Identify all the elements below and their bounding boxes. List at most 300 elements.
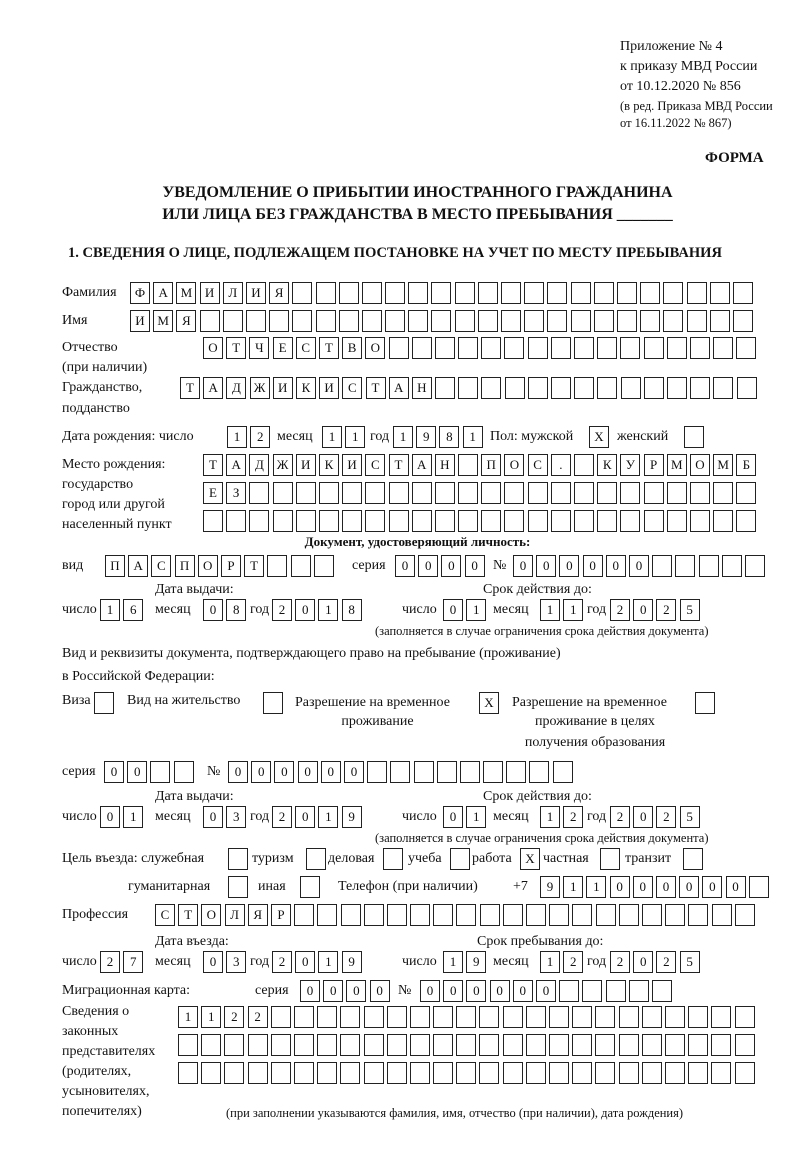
char-cell[interactable]: 0 (395, 555, 415, 577)
char-cell[interactable] (688, 904, 708, 926)
char-cell[interactable] (528, 337, 548, 359)
char-cell[interactable] (364, 1034, 384, 1056)
char-cell[interactable] (574, 482, 594, 504)
char-cell[interactable] (526, 904, 546, 926)
char-cell[interactable]: О (201, 904, 221, 926)
char-cell[interactable] (665, 904, 685, 926)
char-cell[interactable] (504, 337, 524, 359)
char-cell[interactable]: О (203, 337, 223, 359)
entry-year-field[interactable] (272, 951, 365, 972)
char-cell[interactable] (688, 1034, 708, 1056)
char-cell[interactable]: Е (273, 337, 293, 359)
char-cell[interactable]: 2 (610, 951, 630, 973)
char-cell[interactable] (458, 510, 478, 532)
char-cell[interactable]: . (551, 454, 571, 476)
char-cell[interactable] (291, 555, 311, 577)
char-cell[interactable] (711, 1006, 731, 1028)
char-cell[interactable] (528, 510, 548, 532)
char-cell[interactable]: К (319, 454, 339, 476)
char-cell[interactable] (339, 282, 359, 304)
char-cell[interactable] (594, 282, 614, 304)
char-cell[interactable] (271, 1062, 291, 1084)
char-cell[interactable] (246, 310, 266, 332)
char-cell[interactable]: 0 (702, 876, 722, 898)
char-cell[interactable] (296, 510, 316, 532)
char-cell[interactable]: 0 (633, 951, 653, 973)
char-cell[interactable] (249, 510, 269, 532)
char-cell[interactable] (667, 510, 687, 532)
char-cell[interactable] (435, 377, 455, 399)
char-cell[interactable]: 6 (123, 599, 143, 621)
char-cell[interactable] (619, 1034, 639, 1056)
char-cell[interactable] (687, 310, 707, 332)
char-cell[interactable] (389, 482, 409, 504)
char-cell[interactable] (699, 555, 719, 577)
char-cell[interactable]: 2 (224, 1006, 244, 1028)
char-cell[interactable] (595, 1034, 615, 1056)
char-cell[interactable] (273, 510, 293, 532)
char-cell[interactable] (365, 510, 385, 532)
char-cell[interactable] (228, 848, 248, 870)
char-cell[interactable] (314, 555, 334, 577)
char-cell[interactable]: Д (226, 377, 246, 399)
char-cell[interactable] (503, 1062, 523, 1084)
char-cell[interactable] (458, 482, 478, 504)
char-cell[interactable]: Я (269, 282, 289, 304)
char-cell[interactable]: 0 (251, 761, 271, 783)
char-cell[interactable] (574, 337, 594, 359)
char-cell[interactable] (410, 904, 430, 926)
char-cell[interactable] (597, 482, 617, 504)
birthplace-field-1[interactable] (203, 454, 760, 475)
char-cell[interactable] (478, 282, 498, 304)
char-cell[interactable] (294, 1006, 314, 1028)
char-cell[interactable] (271, 1006, 291, 1028)
char-cell[interactable]: 0 (344, 761, 364, 783)
char-cell[interactable]: У (620, 454, 640, 476)
char-cell[interactable] (713, 377, 733, 399)
char-cell[interactable] (479, 1034, 499, 1056)
char-cell[interactable]: Т (180, 377, 200, 399)
char-cell[interactable]: Т (226, 337, 246, 359)
char-cell[interactable]: А (128, 555, 148, 577)
char-cell[interactable] (594, 310, 614, 332)
char-cell[interactable]: И (296, 454, 316, 476)
char-cell[interactable] (433, 1006, 453, 1028)
char-cell[interactable] (178, 1034, 198, 1056)
char-cell[interactable] (501, 282, 521, 304)
doc-valid-month-field[interactable] (540, 599, 586, 620)
char-cell[interactable] (529, 761, 549, 783)
char-cell[interactable] (300, 876, 320, 898)
char-cell[interactable] (478, 310, 498, 332)
char-cell[interactable]: М (713, 454, 733, 476)
char-cell[interactable] (437, 761, 457, 783)
char-cell[interactable] (606, 980, 626, 1002)
char-cell[interactable] (481, 510, 501, 532)
char-cell[interactable]: Ж (250, 377, 270, 399)
char-cell[interactable] (582, 980, 602, 1002)
char-cell[interactable]: И (342, 454, 362, 476)
stay-month-field[interactable] (540, 951, 586, 972)
char-cell[interactable] (503, 904, 523, 926)
reps-field-3[interactable] (178, 1062, 758, 1083)
char-cell[interactable] (317, 904, 337, 926)
char-cell[interactable] (224, 1062, 244, 1084)
char-cell[interactable] (319, 482, 339, 504)
char-cell[interactable]: X (589, 426, 609, 448)
char-cell[interactable] (410, 1062, 430, 1084)
char-cell[interactable] (267, 555, 287, 577)
char-cell[interactable]: И (130, 310, 150, 332)
char-cell[interactable] (433, 1034, 453, 1056)
char-cell[interactable] (690, 337, 710, 359)
char-cell[interactable] (481, 482, 501, 504)
char-cell[interactable] (150, 761, 170, 783)
char-cell[interactable] (433, 1062, 453, 1084)
char-cell[interactable] (340, 1062, 360, 1084)
char-cell[interactable]: 0 (610, 876, 630, 898)
char-cell[interactable] (733, 310, 753, 332)
char-cell[interactable] (642, 1006, 662, 1028)
name-field[interactable] (130, 310, 756, 331)
char-cell[interactable]: А (153, 282, 173, 304)
char-cell[interactable] (665, 1034, 685, 1056)
char-cell[interactable]: 0 (370, 980, 390, 1002)
char-cell[interactable]: Ж (273, 454, 293, 476)
char-cell[interactable]: 0 (127, 761, 147, 783)
char-cell[interactable] (572, 1034, 592, 1056)
char-cell[interactable] (506, 761, 526, 783)
char-cell[interactable] (572, 1062, 592, 1084)
char-cell[interactable] (644, 337, 664, 359)
char-cell[interactable]: Д (249, 454, 269, 476)
char-cell[interactable] (551, 337, 571, 359)
char-cell[interactable] (735, 1034, 755, 1056)
char-cell[interactable] (435, 510, 455, 532)
char-cell[interactable]: 1 (318, 806, 338, 828)
char-cell[interactable]: 0 (606, 555, 626, 577)
char-cell[interactable] (479, 1006, 499, 1028)
char-cell[interactable]: 5 (680, 806, 700, 828)
char-cell[interactable] (629, 980, 649, 1002)
char-cell[interactable]: 8 (226, 599, 246, 621)
char-cell[interactable] (652, 980, 672, 1002)
purpose-official-checkbox[interactable] (228, 848, 251, 869)
char-cell[interactable]: О (198, 555, 218, 577)
char-cell[interactable] (483, 761, 503, 783)
char-cell[interactable] (306, 848, 326, 870)
char-cell[interactable] (644, 482, 664, 504)
char-cell[interactable]: 1 (563, 876, 583, 898)
char-cell[interactable]: 1 (563, 599, 583, 621)
char-cell[interactable] (481, 377, 501, 399)
char-cell[interactable]: 0 (323, 980, 343, 1002)
char-cell[interactable] (385, 282, 405, 304)
char-cell[interactable]: В (342, 337, 362, 359)
char-cell[interactable]: Т (389, 454, 409, 476)
char-cell[interactable] (294, 904, 314, 926)
char-cell[interactable] (316, 282, 336, 304)
char-cell[interactable] (549, 904, 569, 926)
char-cell[interactable] (458, 454, 478, 476)
char-cell[interactable]: 1 (463, 426, 483, 448)
char-cell[interactable]: С (528, 454, 548, 476)
char-cell[interactable]: 3 (226, 951, 246, 973)
char-cell[interactable] (383, 848, 403, 870)
char-cell[interactable]: 1 (443, 951, 463, 973)
char-cell[interactable] (667, 482, 687, 504)
char-cell[interactable] (549, 1006, 569, 1028)
char-cell[interactable] (504, 510, 524, 532)
char-cell[interactable] (362, 282, 382, 304)
char-cell[interactable] (340, 1034, 360, 1056)
char-cell[interactable] (460, 761, 480, 783)
char-cell[interactable]: 0 (420, 980, 440, 1002)
char-cell[interactable] (547, 310, 567, 332)
char-cell[interactable] (687, 282, 707, 304)
purpose-work-checkbox[interactable] (520, 848, 543, 869)
char-cell[interactable]: М (176, 282, 196, 304)
char-cell[interactable] (458, 337, 478, 359)
phone-field[interactable] (540, 876, 772, 897)
char-cell[interactable]: 1 (123, 806, 143, 828)
char-cell[interactable] (620, 337, 640, 359)
char-cell[interactable] (480, 904, 500, 926)
char-cell[interactable] (456, 904, 476, 926)
char-cell[interactable] (595, 1062, 615, 1084)
char-cell[interactable]: Л (225, 904, 245, 926)
res-issue-year-field[interactable] (272, 806, 365, 827)
char-cell[interactable]: 0 (443, 599, 463, 621)
char-cell[interactable] (574, 510, 594, 532)
char-cell[interactable] (526, 1006, 546, 1028)
char-cell[interactable] (619, 1062, 639, 1084)
char-cell[interactable] (675, 555, 695, 577)
char-cell[interactable] (551, 482, 571, 504)
char-cell[interactable]: П (175, 555, 195, 577)
char-cell[interactable] (526, 1034, 546, 1056)
residence-permit-checkbox[interactable] (263, 692, 286, 713)
char-cell[interactable]: 1 (540, 806, 560, 828)
res-issue-day-field[interactable] (100, 806, 146, 827)
char-cell[interactable] (690, 510, 710, 532)
char-cell[interactable] (201, 1034, 221, 1056)
char-cell[interactable] (640, 310, 660, 332)
char-cell[interactable]: 1 (393, 426, 413, 448)
char-cell[interactable] (505, 377, 525, 399)
char-cell[interactable] (200, 310, 220, 332)
char-cell[interactable] (317, 1006, 337, 1028)
char-cell[interactable]: Л (223, 282, 243, 304)
char-cell[interactable] (414, 761, 434, 783)
char-cell[interactable]: О (690, 454, 710, 476)
char-cell[interactable]: 1 (178, 1006, 198, 1028)
char-cell[interactable]: Я (248, 904, 268, 926)
char-cell[interactable] (387, 1006, 407, 1028)
char-cell[interactable] (595, 1006, 615, 1028)
char-cell[interactable]: 1 (318, 599, 338, 621)
char-cell[interactable] (711, 1034, 731, 1056)
char-cell[interactable]: Н (412, 377, 432, 399)
char-cell[interactable]: Ч (249, 337, 269, 359)
char-cell[interactable] (711, 1062, 731, 1084)
doc-issue-year-field[interactable] (272, 599, 365, 620)
res-number-field[interactable] (228, 761, 576, 782)
char-cell[interactable] (226, 510, 246, 532)
char-cell[interactable] (412, 337, 432, 359)
char-cell[interactable]: С (151, 555, 171, 577)
doc-number-field[interactable] (513, 555, 768, 576)
char-cell[interactable]: 1 (345, 426, 365, 448)
char-cell[interactable] (642, 1034, 662, 1056)
char-cell[interactable] (224, 1034, 244, 1056)
char-cell[interactable] (479, 1062, 499, 1084)
char-cell[interactable] (431, 310, 451, 332)
char-cell[interactable]: М (667, 454, 687, 476)
char-cell[interactable]: 2 (656, 806, 676, 828)
char-cell[interactable] (549, 1034, 569, 1056)
char-cell[interactable] (248, 1062, 268, 1084)
reps-field-1[interactable] (178, 1006, 758, 1027)
char-cell[interactable]: П (481, 454, 501, 476)
char-cell[interactable] (551, 510, 571, 532)
char-cell[interactable]: 1 (466, 599, 486, 621)
char-cell[interactable]: 0 (465, 555, 485, 577)
char-cell[interactable]: Е (203, 482, 223, 504)
char-cell[interactable] (362, 310, 382, 332)
char-cell[interactable] (642, 1062, 662, 1084)
char-cell[interactable]: 9 (342, 806, 362, 828)
purpose-tourism-checkbox[interactable] (306, 848, 329, 869)
char-cell[interactable] (667, 337, 687, 359)
char-cell[interactable]: 0 (629, 555, 649, 577)
char-cell[interactable]: 2 (656, 951, 676, 973)
char-cell[interactable] (410, 1006, 430, 1028)
char-cell[interactable]: Т (244, 555, 264, 577)
doc-valid-year-field[interactable] (610, 599, 703, 620)
char-cell[interactable]: 0 (298, 761, 318, 783)
res-issue-month-field[interactable] (203, 806, 249, 827)
char-cell[interactable] (341, 904, 361, 926)
char-cell[interactable] (94, 692, 114, 714)
char-cell[interactable] (339, 310, 359, 332)
char-cell[interactable] (621, 377, 641, 399)
char-cell[interactable]: М (153, 310, 173, 332)
birth-year-field[interactable] (393, 426, 486, 447)
char-cell[interactable] (503, 1006, 523, 1028)
char-cell[interactable] (736, 510, 756, 532)
char-cell[interactable] (619, 1006, 639, 1028)
mig-series-field[interactable] (300, 980, 393, 1001)
char-cell[interactable]: 1 (201, 1006, 221, 1028)
char-cell[interactable] (710, 282, 730, 304)
char-cell[interactable]: 0 (441, 555, 461, 577)
char-cell[interactable]: 9 (416, 426, 436, 448)
char-cell[interactable] (663, 310, 683, 332)
char-cell[interactable]: 0 (536, 555, 556, 577)
char-cell[interactable] (695, 692, 715, 714)
char-cell[interactable] (551, 377, 571, 399)
char-cell[interactable]: О (504, 454, 524, 476)
char-cell[interactable] (713, 482, 733, 504)
char-cell[interactable] (364, 1062, 384, 1084)
char-cell[interactable] (269, 310, 289, 332)
char-cell[interactable]: 0 (203, 806, 223, 828)
char-cell[interactable] (712, 904, 732, 926)
char-cell[interactable] (688, 1006, 708, 1028)
char-cell[interactable]: X (520, 848, 540, 870)
char-cell[interactable]: 2 (100, 951, 120, 973)
char-cell[interactable]: 2 (272, 599, 292, 621)
char-cell[interactable] (455, 282, 475, 304)
char-cell[interactable]: 0 (536, 980, 556, 1002)
char-cell[interactable]: Р (271, 904, 291, 926)
char-cell[interactable]: 7 (123, 951, 143, 973)
char-cell[interactable]: Н (435, 454, 455, 476)
char-cell[interactable]: С (296, 337, 316, 359)
char-cell[interactable]: 2 (248, 1006, 268, 1028)
char-cell[interactable] (528, 377, 548, 399)
char-cell[interactable]: 2 (656, 599, 676, 621)
char-cell[interactable]: 0 (726, 876, 746, 898)
char-cell[interactable]: И (319, 377, 339, 399)
char-cell[interactable] (223, 310, 243, 332)
char-cell[interactable] (688, 1062, 708, 1084)
char-cell[interactable] (597, 510, 617, 532)
char-cell[interactable] (455, 310, 475, 332)
char-cell[interactable]: С (342, 377, 362, 399)
char-cell[interactable]: 3 (226, 806, 246, 828)
char-cell[interactable]: 0 (203, 951, 223, 973)
char-cell[interactable]: 2 (610, 806, 630, 828)
char-cell[interactable] (652, 555, 672, 577)
res-valid-day-field[interactable] (443, 806, 489, 827)
char-cell[interactable] (524, 282, 544, 304)
char-cell[interactable]: И (273, 377, 293, 399)
doc-kind-field[interactable] (105, 555, 337, 576)
char-cell[interactable] (600, 848, 620, 870)
char-cell[interactable] (435, 337, 455, 359)
purpose-other-checkbox[interactable] (300, 876, 323, 897)
char-cell[interactable] (456, 1006, 476, 1028)
char-cell[interactable]: 9 (540, 876, 560, 898)
birth-month-field[interactable] (322, 426, 368, 447)
char-cell[interactable] (228, 876, 248, 898)
char-cell[interactable] (735, 1006, 755, 1028)
profession-field[interactable] (155, 904, 758, 925)
char-cell[interactable]: 0 (559, 555, 579, 577)
char-cell[interactable] (367, 761, 387, 783)
char-cell[interactable] (574, 377, 594, 399)
char-cell[interactable] (271, 1034, 291, 1056)
char-cell[interactable]: 0 (203, 599, 223, 621)
birthplace-field-2[interactable] (203, 482, 760, 503)
char-cell[interactable] (574, 454, 594, 476)
char-cell[interactable] (292, 282, 312, 304)
res-valid-year-field[interactable] (610, 806, 703, 827)
char-cell[interactable]: 0 (490, 980, 510, 1002)
char-cell[interactable]: 0 (346, 980, 366, 1002)
char-cell[interactable]: 9 (342, 951, 362, 973)
stay-day-field[interactable] (443, 951, 489, 972)
char-cell[interactable]: 5 (680, 951, 700, 973)
char-cell[interactable] (390, 761, 410, 783)
char-cell[interactable]: 0 (466, 980, 486, 1002)
char-cell[interactable] (665, 1006, 685, 1028)
char-cell[interactable]: Я (176, 310, 196, 332)
char-cell[interactable]: К (597, 454, 617, 476)
